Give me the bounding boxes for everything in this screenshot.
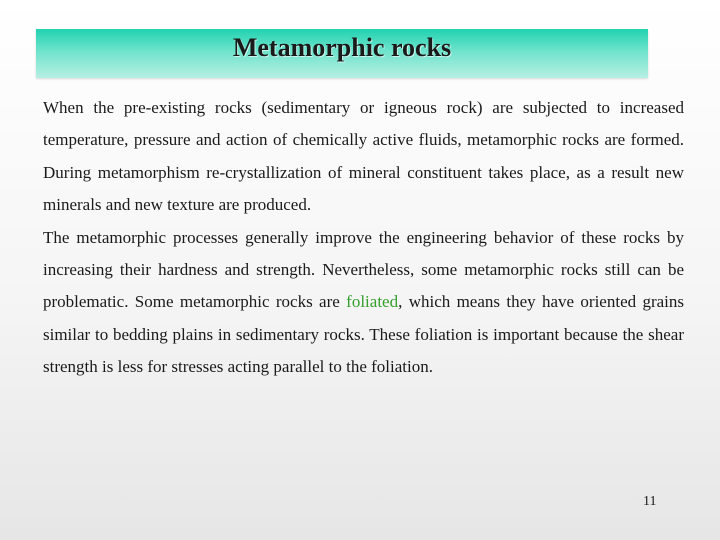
slide-body — [43, 92, 684, 384]
title-banner — [36, 29, 648, 78]
paragraph-text-after: , which means they have oriented grains similar to bedding plains in sedimentary rocks. These foliation is important because the shear strength is less for stresses acting parallel to the foliation. — [43, 292, 685, 377]
highlighted-term-foliated: foliated — [346, 292, 399, 312]
paragraph-engineering-behavior — [43, 222, 684, 384]
paragraph-text-before: The metamorphic processes generally improve the engineering behavior of these rocks by increasing their hardness and strength. Nevertheless, some metamorphic rocks still can be problematic. Some metamorphic rocks are — [43, 227, 684, 312]
paragraph-metamorphic-definition: When the pre-existing rocks (sedimentary or igneous rock) are subjected to increased temperature, pressure and action of chemically active fluids, metamorphic rocks are formed. During metamorphism re-crystallization of mineral constituent takes place, as a result new minerals and new texture are produced. — [43, 98, 684, 215]
page-number: 11 — [643, 494, 657, 509]
slide-title: Metamorphic rocks — [232, 33, 452, 62]
